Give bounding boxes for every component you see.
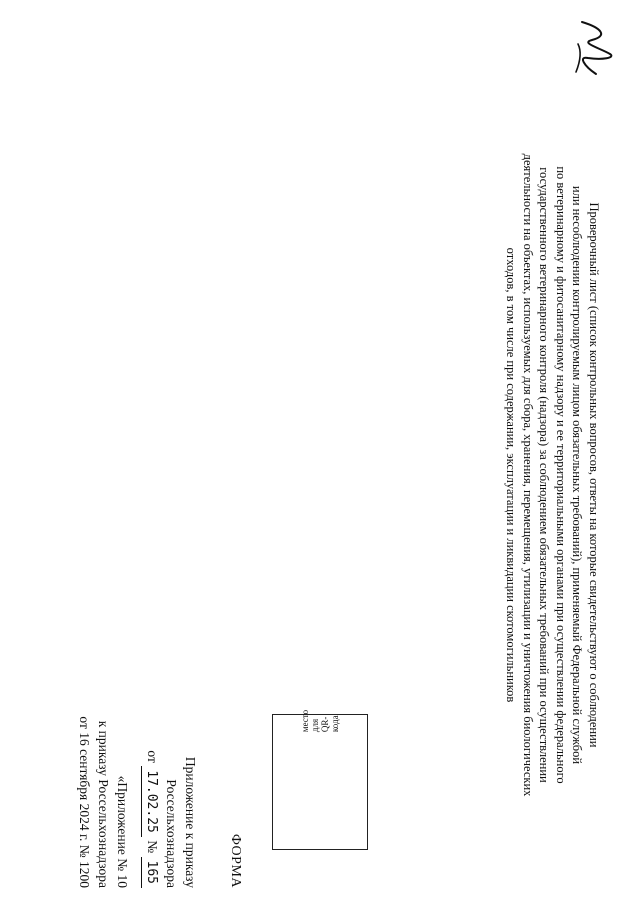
- title-line: отходов, в том числе при содержании, эксплуатации и ликвидации скотомогильников: [504, 247, 519, 703]
- form-label: ФОРМА: [228, 833, 243, 888]
- appendix-date-number: [141, 688, 162, 888]
- date-value: 17.02.25: [141, 766, 161, 837]
- from-label: от: [145, 750, 160, 763]
- reference-block: [75, 688, 132, 888]
- title-line: по ветеринарному и фитосанитарному надзору и ее территориальными органами при осуществлении федерального: [554, 166, 568, 784]
- appendix-line-1: Приложение к приказу: [183, 756, 198, 888]
- title-line: деятельности на объектах, используемых для сбора, хранения, перемещения, утилизации и уничтожения биологических: [521, 153, 535, 797]
- appendix-header: [141, 688, 200, 888]
- appendix-line-2: Россельхознадзора: [164, 779, 179, 888]
- number-label: №: [145, 840, 160, 854]
- title-line: государственного ветеринарного контроля (надзора) за соблюдением обязательных требований при осуществлении: [537, 167, 552, 783]
- document-title: [503, 120, 602, 830]
- reference-line-3: от 16 сентября 2024 г. № 1200: [77, 716, 92, 888]
- title-line: или несоблюдении контролируемым лицом обязательных требований), применяемый Федеральной службой: [570, 185, 585, 765]
- reference-line-1: «Приложение № 10: [115, 775, 130, 888]
- number-value: 165: [141, 857, 161, 888]
- qr-code-placeholder: место для QR-кода: [272, 714, 368, 850]
- reference-line-2: к приказу Россельхознадзора: [96, 720, 111, 888]
- handwritten-signature: [562, 14, 622, 84]
- title-line: Проверочный лист (список контрольных вопросов, ответы на которые свидетельствуют о соблюдении: [587, 202, 601, 748]
